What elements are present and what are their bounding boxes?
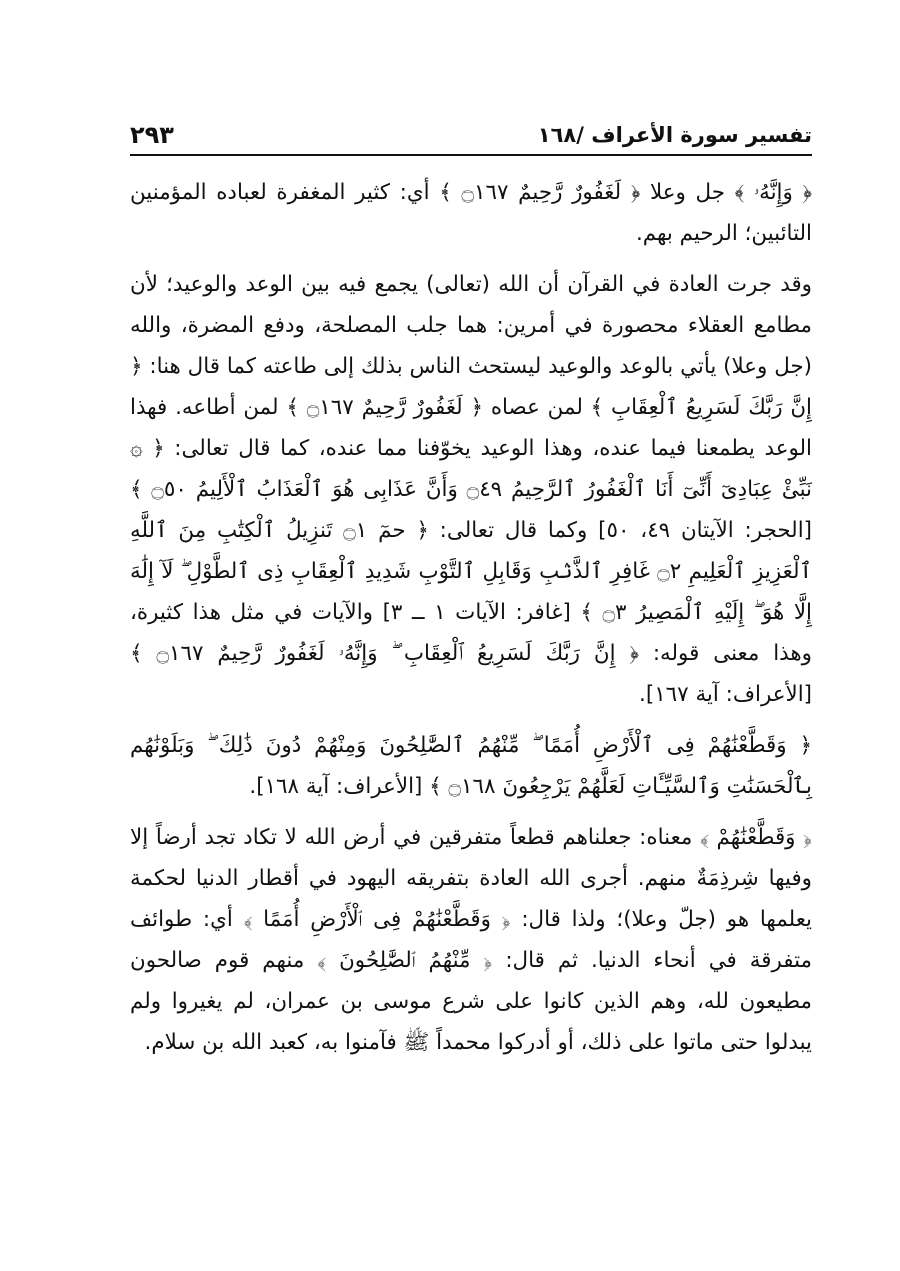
page-number: ٢٩٣: [130, 121, 174, 149]
page-body: [130, 172, 812, 1063]
paragraph-verse-168-explanation: ﴿ وَقَطَّعْنَٰهُمْ ﴾ معناه: جعلناهم قطعاً متفرقين في أرض الله لا تكاد تجد أرضاً إلا وفيها شِرذِمَةٌ منهم. أجرى الله العادة بتفريقه اليهود في أقطار الدنيا لحكمة يعلمها هو (جلّ وعلا)؛ ولذا قال: ﴿ وَقَطَّعْنَٰهُمْ فِى ٱلْأَرْضِ أُمَمًا ﴾ أي: طوائف متفرقة في أنحاء الدنيا. ثم قال: ﴿ مِّنْهُمُ ٱلصَّٰلِحُونَ ﴾ منهم قوم صالحون مطيعون لله، وهم الذين كانوا على شرع موسى بن عمران، لم يغيروا ولم يبدلوا حتى ماتوا على ذلك، أو أدركوا محمداً ﷺ فآمنوا به، كعبد الله بن سلام.: [130, 825, 812, 1055]
running-title: تفسير سورة الأعراف /١٦٨: [537, 123, 812, 147]
paragraph-promise-and-threat: وقد جرت العادة في القرآن أن الله (تعالى) يجمع فيه بين الوعد والوعيد؛ لأن مطامع العقلاء محصورة في أمرين: هما جلب المصلحة، ودفع المضرة، والله (جل وعلا) يأتي بالوعد والوعيد ليستحث الناس بذلك إلى طاعته كما قال هنا: ﴿ إِنَّ رَبَّكَ لَسَرِيعُ ٱلْعِقَابِ ﴾ لمن عصاه ﴿ لَغَفُورٌ رَّحِيمٌ ۝١٦٧ ﴾ لمن أطاعه. فهذا الوعد يطمعنا فيما عنده، وهذا الوعيد يخوّفنا مما عنده، كما قال تعالى: ﴿ ۞ نَبِّئْ عِبَادِىٓ أَنِّىٓ أَنَا ٱلْغَفُورُ ٱلرَّحِيمُ ۝٤٩ وَأَنَّ عَذَابِى هُوَ ٱلْعَذَابُ ٱلْأَلِيمُ ۝٥٠ ﴾ [الحجر: الآيتان ٤٩، ٥٠] وكما قال تعالى: ﴿ حمٓ ۝١ تَنزِيلُ ٱلْكِتَٰبِ مِنَ ٱللَّهِ ٱلْعَزِيزِ ٱلْعَلِيمِ ۝٢ غَافِرِ ٱلذَّنۢبِ وَقَابِلِ ٱلتَّوْبِ شَدِيدِ ٱلْعِقَابِ ذِى ٱلطَّوْلِ ۖ لَآ إِلَٰهَ إِلَّا هُوَ ۖ إِلَيْهِ ٱلْمَصِيرُ ۝٣ ﴾ [غافر: الآيات ١ ــ ٣] والآيات في مثل هذا كثيرة، وهذا معنى قوله: ﴿ إِنَّ رَبَّكَ لَسَرِيعُ ٱلْعِقَابِ ۖ وَإِنَّهُۥ لَغَفُورٌ رَّحِيمٌ ۝١٦٧ ﴾ [الأعراف: آية ١٦٧].: [130, 272, 813, 707]
paragraph-verse-168: ﴿ وَقَطَّعْنَٰهُمْ فِى ٱلْأَرْضِ أُمَمًا ۖ مِّنْهُمُ ٱلصَّٰلِحُونَ وَمِنْهُمْ دُونَ ذَٰلِكَ ۖ وَبَلَوْنَٰهُم بِٱلْحَسَنَٰتِ وَٱلسَّيِّـَٔاتِ لَعَلَّهُمْ يَرْجِعُونَ ۝١٦٨ ﴾ [الأعراف: آية ١٦٨].: [130, 733, 812, 799]
paragraph-verse-167-mercy: ﴿ وَإِنَّهُۥ ﴾ جل وعلا ﴿ لَغَفُورٌ رَّحِيمٌ ۝١٦٧ ﴾ أي: كثير المغفرة لعباده المؤمنين التائبين؛ الرحيم بهم.: [130, 180, 812, 246]
book-page: [130, 108, 812, 1228]
page-header: [130, 108, 812, 156]
